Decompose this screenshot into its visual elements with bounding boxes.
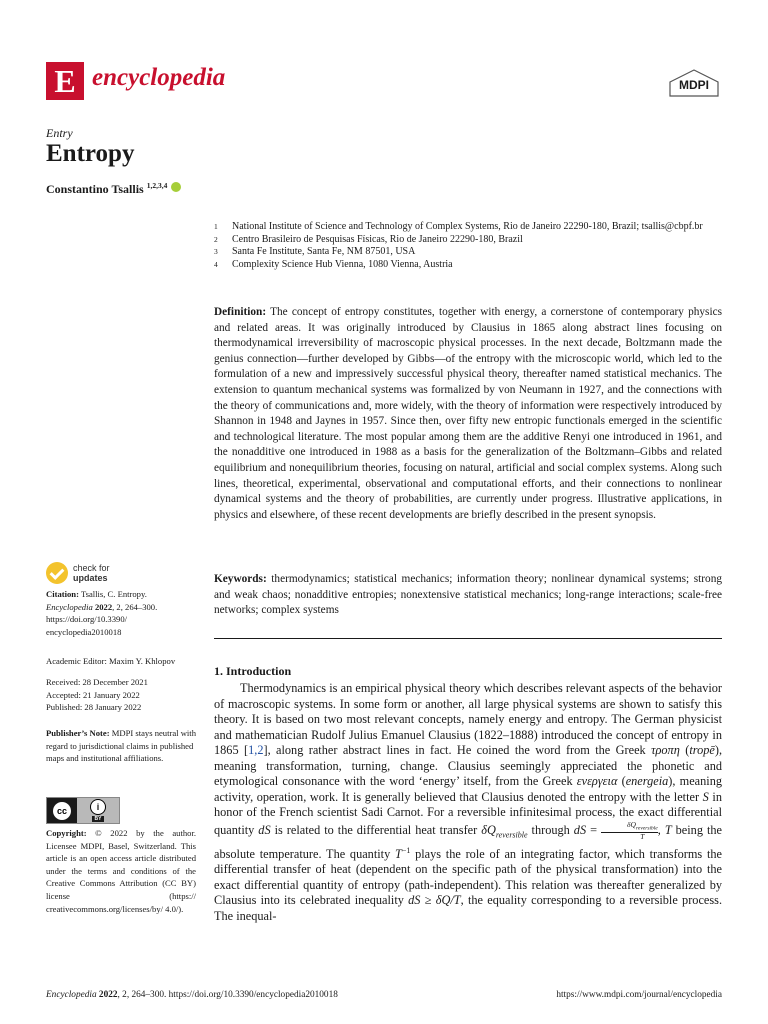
cc-by-license-badge[interactable]	[46, 797, 120, 824]
intro-text: in honor of the French scientist Sadi Carnot. For a reversible infinitesimal process, the exact differential quantity	[214, 789, 722, 837]
author-affil-sup: 1,2,3,4	[146, 181, 168, 190]
section-heading: 1. Introduction	[214, 664, 292, 678]
math-sup: −1	[401, 845, 411, 855]
definition-paragraph	[214, 305, 722, 523]
math-var: S	[702, 789, 709, 804]
cc-icon: cc	[53, 802, 71, 820]
intro-text: (	[679, 743, 690, 757]
affiliation-text: Centro Brasileiro de Pesquisas Físicas, Rio de Janeiro 22290-180, Brazil	[232, 233, 523, 245]
math-inequality: dS ≥ δQ/T	[408, 893, 461, 908]
copyright-text: © 2022 by the author. Licensee MDPI, Basel, Switzerland. This article is an open access article distributed under the terms and conditions of the Creative Commons Attribution (CC BY) license (https:// creativecommons.org/licenses/by/ 4.0/).	[46, 828, 196, 914]
publisher-note-label: Publisher’s Note:	[46, 728, 110, 738]
citation-label: Citation:	[46, 589, 79, 599]
intro-text: ), meaning transformation, turning, change. Clausius seemingly appreciated the phonetic and etymological consonance with the word ‘energy’ itself, from the Greek	[214, 743, 723, 788]
math-var: T	[394, 846, 402, 861]
author-line	[46, 181, 181, 197]
transliteration: energeia	[625, 774, 669, 788]
mdpi-logo-text: MDPI	[679, 78, 709, 92]
frac-den: T	[640, 832, 645, 841]
article-title: Entropy	[46, 140, 135, 167]
affiliation-text: Santa Fe Institute, Santa Fe, NM 87501, USA	[232, 246, 416, 258]
math-sub: reversible	[495, 830, 528, 840]
math-var: T	[664, 822, 672, 837]
keywords-paragraph	[214, 572, 722, 619]
citation-doi[interactable]: https://doi.org/10.3390/	[46, 614, 128, 625]
citation-year: 2022	[94, 601, 113, 612]
affiliation-num: 2	[214, 234, 218, 244]
journal-logo	[46, 62, 84, 100]
check-line1: check for	[73, 563, 110, 573]
intro-text: plays the role of an integrating factor, which transforms the differential transfer of heat (dependent on the specific path of the physical transformation) into the exact differential quantity of entropy (path-independent). This relation was thereafter generalized by Clausius into its celebrated inequality	[214, 846, 722, 908]
introduction-paragraph	[214, 681, 722, 924]
person-icon: i	[90, 799, 106, 815]
intro-text: (	[617, 774, 626, 788]
citation-text: Tsallis, C. Entropy.	[78, 589, 147, 599]
math-op: =	[586, 822, 602, 837]
citation-block	[46, 588, 196, 638]
affiliation-text: National Institute of Science and Technology of Complex Systems, Rio de Janeiro 22290-180, Brazil; tsallis@cbpf.br	[232, 221, 703, 232]
frac-sub: reversible	[635, 825, 658, 831]
greek-word: ενεργεια	[576, 774, 618, 788]
citation-journal: Encyclopedia	[46, 601, 93, 612]
intro-text: ,	[657, 822, 665, 837]
author-name: Constantino Tsallis	[46, 182, 144, 196]
footer-journal: Encyclopedia	[46, 990, 97, 1000]
intro-text: , the equality corresponding to a reversible process. The inequal-	[214, 893, 723, 923]
intro-text: ], along rather abstract lines in fact. He coined the word from the Greek	[263, 743, 652, 757]
academic-editor: Academic Editor: Maxim Y. Khlopov	[46, 656, 176, 666]
copyright-label: Copyright:	[46, 828, 87, 838]
affiliation-item	[214, 259, 724, 272]
received-date: Received: 28 December 2021	[46, 677, 148, 687]
section-divider	[214, 638, 722, 639]
footer-doi[interactable]: , 2, 264–300. https://doi.org/10.3390/encyclopedia2010018	[117, 990, 338, 1000]
intro-text: is related to the differential heat transfer	[270, 822, 482, 837]
logo-letter: E	[54, 63, 76, 99]
affiliation-item	[214, 221, 724, 234]
frac-num: δQ	[627, 819, 636, 829]
affiliation-item	[214, 246, 724, 259]
intro-text: Thermodynamics is an empirical physical theory which describes relevant aspects of the behavior of macroscopic systems. In some form or another, all large physical systems are shown to satisfy this theory. It is based on two most relevant concepts, namely energy and entropy. The German physicist and mathematician Rudolf Julius Emanuel Clausius (1822–1888) introduced the concept of entropy in 1865 [	[214, 681, 722, 757]
accepted-date: Accepted: 21 January 2022	[46, 689, 140, 700]
greek-word: τροπη	[651, 743, 680, 757]
citation-link[interactable]: 1,2	[248, 743, 264, 757]
definition-text: The concept of entropy constitutes, together with energy, a cornerstone of contemporary physics and related areas. It was originally introduced by Clausius in 1865 along abstract lines focusing on thermodynamical irreversibility of macroscopic physical processes. In the next decade, Boltzmann made the genius connection—further developed by Gibbs—of the entropy with the microscopic world, which led to the formulation of a new and impressively successful physical theory, thereafter named statistical mechanics. The extension to quantum mechanical systems was formalized by von Neumann in 1927, and the connections with the theory of communications and, more widely, with the theory of information were respectively introduced by Shannon in 1948 and Jaynes in 1957. Since then, over fifty new entropic functionals emerged in the scientific and technological literature. The most popular among them are the additive Renyi one introduced in 1961, and the nonadditive one introduced in 1988 as a basis for the generalization of the Boltzmann–Gibbs and related equilibrium and nonequilibrium theories, focusing on natural, artificial and social complex systems. Along such lines, theoretical, experimental, observational and computational efforts, and their connections to nonlinear dynamical systems and the theory of probabilities, are currently under progress. Illustrative applications, in physics and elsewhere, of these recent developments are briefly described in the present synopsis.	[214, 306, 722, 521]
affiliation-text: Complexity Science Hub Vienna, 1080 Vienna, Austria	[232, 258, 453, 270]
math-fraction	[601, 821, 658, 842]
publisher-note	[46, 727, 196, 765]
affiliation-item	[214, 234, 724, 247]
footer-url[interactable]: https://www.mdpi.com/journal/encyclopedia	[556, 990, 722, 1000]
affiliation-num: 3	[214, 247, 218, 257]
check-icon	[46, 562, 68, 584]
affiliation-num: 1	[214, 222, 218, 231]
published-date: Published: 28 January 2022	[46, 702, 142, 713]
check-for-updates-button[interactable]	[46, 562, 110, 584]
definition-label: Definition:	[214, 306, 267, 318]
copyright-block	[46, 827, 196, 915]
transliteration: tropē	[689, 743, 715, 757]
keywords-text: thermodynamics; statistical mechanics; information theory; nonlinear dynamical systems; strong and weak chaos; nonadditive entropies; nonextensive statistical mechanics; long-range interactions; scale-free networks; complex systems	[214, 573, 722, 617]
by-text: BY	[92, 816, 105, 822]
check-updates-text	[73, 563, 110, 583]
footer-citation	[46, 990, 338, 1000]
article-type: Entry	[46, 126, 73, 140]
math-var: δQ	[481, 822, 496, 837]
math-var: dS	[258, 822, 271, 837]
journal-name: encyclopedia	[92, 64, 226, 91]
orcid-icon[interactable]	[171, 182, 181, 192]
citation-vol: , 2, 264–300.	[112, 601, 158, 612]
dates-block	[46, 676, 196, 714]
publisher-note-text: MDPI stays neutral with regard to jurisdictional claims in published maps and institutional affiliations.	[46, 728, 196, 764]
keywords-label: Keywords:	[214, 573, 267, 585]
affiliations	[214, 221, 724, 271]
citation-doi[interactable]: encyclopedia2010018	[46, 626, 122, 637]
intro-text: being the absolute temperature. The quantity	[214, 822, 722, 861]
footer-year: 2022	[98, 990, 118, 1000]
math-var: dS	[573, 822, 587, 837]
intro-text: through	[527, 822, 574, 837]
check-line2: updates	[73, 573, 108, 583]
cc-section	[47, 798, 77, 823]
affiliation-num: 4	[214, 259, 218, 269]
by-section	[77, 798, 119, 823]
intro-text: ), meaning activity, operation, work. It is generally believed that Clausius denoted the entropy with the letter	[214, 774, 722, 804]
